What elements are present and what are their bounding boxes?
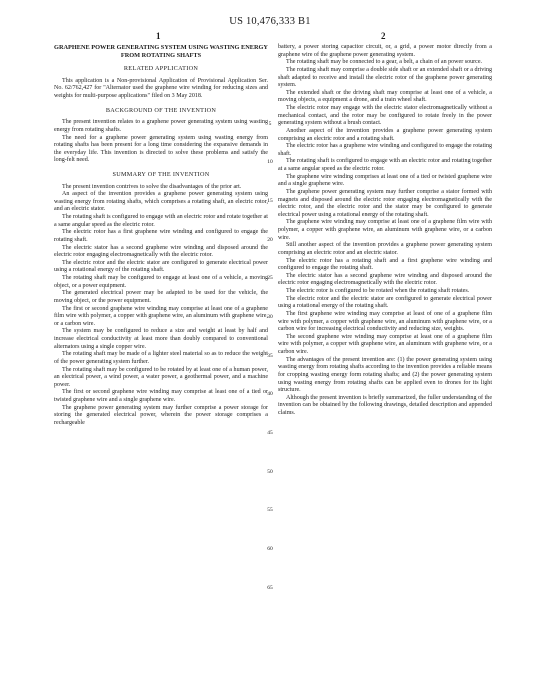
related-application-text: This application is a Non-provisional Application of Provisional Application Ser. No. 62/762,427 for "Alternator used the graphene wire winding for reducing sizes and weights for multi-purpose applications" filed on 3 May 2018.: [54, 77, 268, 100]
background-paragraph: The need for a graphene power generating system using wasting energy from rotating shafts has been present for a long time considering the expansive demands in the everyday life. This invention is directed to solve these problems and satisfy the long-felt need.: [54, 134, 268, 164]
summary-paragraph: The first or second graphene wire winding may comprise at least one of a tied or twisted graphene wire and a single graphene wire.: [54, 389, 268, 404]
summary-paragraph: The system may be configured to reduce a size and weight at least by half and increase electrical conductivity at least more than doubly compared to conventional alternators using a single copper wire.: [54, 328, 268, 350]
summary-paragraph: The electric stator has a second graphene wire winding and disposed around the electric rotor engaging electromagnetically with the electric rotor.: [54, 244, 268, 259]
summary-paragraph: The first or second graphene wire winding may comprise at least one of a graphene film wire with polymer, a copper with graphene wire, an aluminum with graphene wire, or a carbon wire.: [54, 305, 268, 327]
line-number: 20: [267, 237, 273, 243]
line-number: 55: [267, 507, 273, 513]
right-paragraph: The rotating shaft may be connected to a gear, a belt, a chain of an power source.: [286, 59, 483, 66]
right-paragraph: The first graphene wire winding may comprise at least of one of a graphene film wire with polymer, a copper with graphene wire, an aluminum with graphene wire, or a carbon wire for increasing electrical conductivity and reducing size, weights.: [278, 310, 492, 333]
summary-heading: SUMMARY OF THE INVENTION: [112, 171, 210, 178]
right-paragraph: The electric rotor and the electric stator are configured to generate electrical power using a rotational energy of the rotating shaft.: [278, 295, 492, 310]
summary-paragraph: The present invention contrives to solve the disadvantages of the prior art.: [62, 183, 242, 190]
summary-paragraph: An aspect of the invention provides a graphene power generating system using wasting energy from rotating shafts, which comprises a rotating shaft, an electric rotor, and an electric stator.: [54, 191, 268, 213]
line-number: 10: [267, 159, 273, 165]
summary-paragraph: The rotating shaft is configured to engage with an electric rotor and rotate together at a same angular speed as the electric rotor.: [54, 214, 268, 228]
background-paragraph: The present invention relates to a graphene power generating system using wasting energy from rotating shafts.: [54, 119, 268, 133]
right-paragraph: Another aspect of the invention provides a graphene power generating system comprising an electric rotor and a rotating shaft.: [278, 127, 492, 142]
summary-paragraph: The generated electrical power may be adapted to be used for the vehicle, the moving object, or the power equipment.: [54, 290, 268, 304]
summary-paragraph: The rotating shaft may be configured to be rotated by at least one of a human power, an electrical power, a wind power, a water power, a geothermal power, and a machine power.: [54, 366, 268, 388]
line-number: 35: [267, 353, 273, 359]
right-paragraph: The electric rotor has a rotating shaft and a first graphene wire winding and configured to engage the rotating shaft.: [278, 257, 492, 272]
right-paragraph: The advantages of the present invention are: (1) the power generating system using wasting energy from rotating shafts according to the invention provides a reliable means for cropping wasting energy form rotating shafts; and (2) the power generating system using wasting energy from rotating shafts can be applied even to drones for its light structure.: [278, 356, 492, 394]
background-heading: BACKGROUND OF THE INVENTION: [105, 106, 217, 114]
right-paragraph: The graphene wire winding may comprise at least one of a graphene film wire with polymer, a copper with graphene wire, an aluminum with graphene wire, or a carbon wire.: [278, 219, 492, 241]
line-number: 5: [268, 121, 272, 127]
right-paragraph: The electric rotor has a graphene wire winding and configured to engage the rotating shaft.: [278, 143, 492, 157]
right-paragraph: The rotating shaft is configured to engage with an electric rotor and rotating together at a same angular speed as the electric rotor.: [278, 158, 492, 172]
invention-title: GRAPHENE POWER GENERATING SYSTEM USING WASTING ENERGY FROM ROTATING SHAFTS: [54, 44, 268, 59]
right-column-number: 2: [381, 31, 386, 41]
line-number: 30: [267, 314, 273, 320]
right-paragraph: The rotating shaft may comprise a double side shaft or an extended shaft or a driving shaft adapted to receive and install the electric rotor of the graphene power generating system.: [278, 66, 492, 89]
right-paragraph: Still another aspect of the invention provides a graphene power generating system comprising an electric rotor and an electric stator.: [278, 242, 492, 256]
right-column: [278, 44, 492, 418]
summary-paragraph: The rotating shaft may be configured to engage at least one of a vehicle, a moving object, or a power equipment.: [54, 275, 268, 289]
line-number: 25: [267, 275, 273, 281]
summary-paragraph: The electric rotor has a first graphene wire winding and configured to engage the rotating shaft.: [54, 229, 268, 243]
right-paragraph: battery, a power storing capacitor circuit, or, a grid, a power motor directly from a graphene wire of the graphene power generating system.: [278, 44, 492, 58]
summary-paragraph: The rotating shaft may be made of a lighter steel material so as to reduce the weight of the power generating system further.: [54, 351, 268, 365]
related-application-heading: RELATED APPLICATION: [123, 65, 199, 73]
summary-paragraph: The graphene power generating system may further comprise a power storage for storing the generated electrical power, wherein the power storage comprises a rechargeable: [54, 404, 268, 426]
right-paragraph: The extended shaft or the driving shaft may comprise at least one of a vehicle, a moving objects, a equipment a drone, and a train wheel shaft.: [278, 89, 492, 104]
right-paragraph: The graphene power generating system may further comprise a stator formed with magnets and disposed around the electric rotor engaging electromagnetically with the electric rotor, and the electric rotor and the stator may be configured to generate electrical power using a rotational energy of the rotating shaft.: [278, 188, 492, 218]
line-number: 65: [267, 585, 273, 591]
right-paragraph: The second graphene wire winding may comprise at least one of a graphene film wire with polymer, a copper with graphene wire, an aluminum with graphene wire, or a carbon wire.: [278, 333, 492, 355]
line-number: 15: [267, 198, 273, 204]
summary-paragraph: The electric rotor and the electric stator are configured to generate electrical power using a rotational energy of the rotating shaft.: [54, 259, 268, 274]
right-paragraph: The electric stator has a second graphene wire winding and disposed around the electric rotor engaging electromagnetically with the electric rotor.: [278, 272, 492, 287]
right-paragraph: The electric rotor may engage with the electric stator electromagnetically without a mechanical contact, and the rotor may be configured to rotate freely in the power generating system without a brush contact.: [278, 105, 492, 127]
patent-number: US 10,476,333 B1: [229, 16, 311, 27]
right-paragraph: The graphene wire winding comprises at least one of a tied or twisted graphene wire and a single graphene wire.: [278, 173, 492, 188]
left-column-number: 1: [156, 31, 161, 41]
line-number: 60: [267, 546, 273, 552]
right-paragraph: The electric rotor is configured to be rotated when the rotating shaft rotates.: [286, 288, 470, 294]
left-column: [54, 44, 268, 428]
line-number: 40: [267, 391, 273, 397]
line-number: 45: [267, 430, 273, 436]
line-number: 50: [267, 469, 273, 475]
right-paragraph: Although the present invention is briefly summarized, the fuller understanding of the invention can be obtained by the following drawings, detailed description and appended claims.: [278, 394, 492, 416]
